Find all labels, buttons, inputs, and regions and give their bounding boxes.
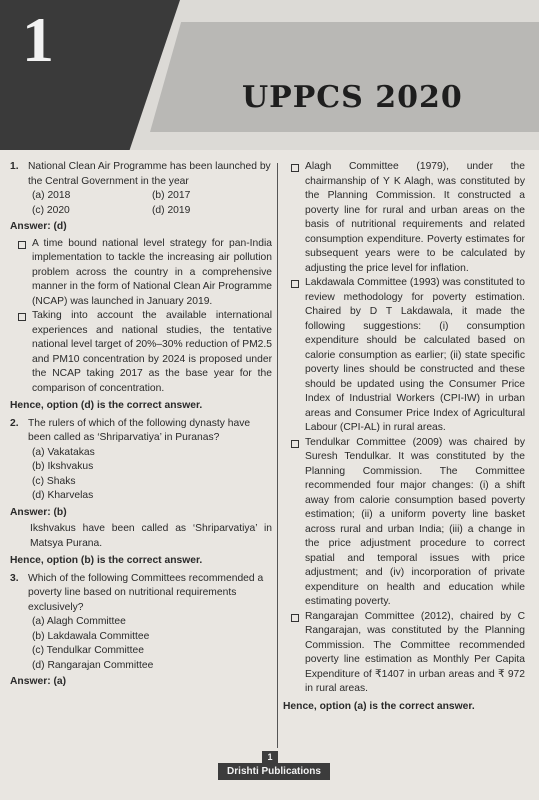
options [10, 189, 272, 218]
checkbox-bullet-icon [291, 280, 299, 288]
explanation-bullet: Alagh Committee (1979), under the chairmanship of Y K Alagh, was constituted by the Planning Commission. It constructed a poverty line for rural and urban areas on the basis of nutritional requirements and related consumption expenditure. Poverty estimates for subsequent years were to be calculated by adjusting the price level for inflation. [291, 160, 525, 276]
conclusion: Hence, option (b) is the correct answer. [10, 555, 203, 566]
left-column [10, 160, 272, 692]
question-text: The rulers of which of the following dynasty have been called as ‘Shriparvatiya’ in Puranas? [28, 417, 251, 443]
page-number: 1 [262, 751, 278, 763]
question-text: National Clean Air Programme has been launched by the Central Government in the year [28, 161, 271, 187]
checkbox-bullet-icon [291, 164, 299, 172]
question-3 [10, 572, 272, 690]
question-number: 2. [10, 417, 19, 429]
option-a: (a) Alagh Committee [32, 616, 126, 627]
explanation: Ikshvakus have been called as ‘Shriparvatiya’ in Matsya Purana. [30, 523, 272, 549]
option-b: (b) 2017 [152, 190, 191, 201]
title-banner [150, 22, 539, 132]
answer: Answer: (d) [10, 221, 67, 232]
checkbox-bullet-icon [18, 313, 26, 321]
option-d: (d) 2019 [152, 204, 191, 216]
publisher-footer: Drishti Publications [218, 763, 330, 780]
conclusion: Hence, option (a) is the correct answer. [283, 700, 475, 712]
option-c: (c) Shaks [32, 475, 76, 487]
option-c: (c) Tendulkar Committee [32, 645, 144, 656]
explanation-bullet: Rangarajan Committee (2012), chaired by C Rangarajan, was constituted by the Planning Commission. The Committee recommended poverty line estimation as Monthly Per Capita Expenditure of ₹1407 in urban areas and ₹ 972 in rural areas. [291, 610, 525, 697]
question-number: 1. [10, 161, 19, 172]
explanation-bullet: Taking into account the available international experiences and national studies, the tentative national level target of 20%–30% reduction of PM2.5 and PM10 concentration by 2024 is proposed under the NCAP taking 2017 as the base year for the comparison of concentration. [18, 309, 272, 396]
column-divider [277, 163, 278, 748]
options [10, 446, 272, 504]
option-a: (a) Vakatakas [32, 446, 95, 458]
option-b: (b) Ikshvakus [32, 461, 94, 472]
option-d: (d) Kharvelas [32, 490, 94, 501]
options [10, 615, 272, 673]
explanation-bullet: A time bound national level strategy for pan-India implementation to tackle the increasing air pollution problem across the country in a comprehensive manner in the form of National Clean Air Programme (NCAP) was launched in January 2019. [18, 237, 272, 310]
question-number: 3. [10, 572, 19, 584]
question-2 [10, 417, 272, 569]
checkbox-bullet-icon [291, 614, 299, 622]
chapter-number: 1 [22, 4, 54, 75]
explanation-bullet: Tendulkar Committee (2009) was chaired by Suresh Tendulkar. It was constituted by the Planning Commission. The Committee recommended four major changes: (i) a shift away from calorie consumption based poverty estimation; (ii) a uniform poverty line basket across rural and urban India; (iii) a change in the price adjustment procedure to correct spatial and temporal issues with price adjustment; and (iv) incorporation of private expenditure on health and education while estimating poverty. [291, 436, 525, 610]
answer: Answer: (a) [10, 676, 67, 687]
question-1 [10, 160, 272, 414]
checkbox-bullet-icon [291, 440, 299, 448]
option-d: (d) Rangarajan Committee [32, 659, 154, 671]
conclusion: Hence, option (d) is the correct answer. [10, 400, 203, 411]
option-a: (a) 2018 [32, 190, 71, 201]
exam-title: UPPCS 2020 [242, 80, 463, 115]
option-b: (b) Lakdawala Committee [32, 630, 150, 642]
answer: Answer: (b) [10, 506, 67, 518]
option-c: (c) 2020 [32, 204, 70, 216]
checkbox-bullet-icon [18, 241, 26, 249]
right-column [283, 160, 525, 717]
explanation-bullet: Lakdawala Committee (1993) was constituted to review methodology for poverty estimation. Chaired by D T Lakdawala, it made the following suggestions: (i) consumption expenditure should be calculated based on calorie consumption as earlier; (ii) state specific poverty lines should be constructed and these should be updated using the Consumer Price Index of Industrial Workers (CPI-IW) in urban areas and Consumer Price Index of Agricultural Labour (CPI-AL) in rural areas. [291, 276, 525, 436]
question-text: Which of the following Committees recommended a poverty line based on nutritional requirements exclusively? [28, 572, 264, 613]
